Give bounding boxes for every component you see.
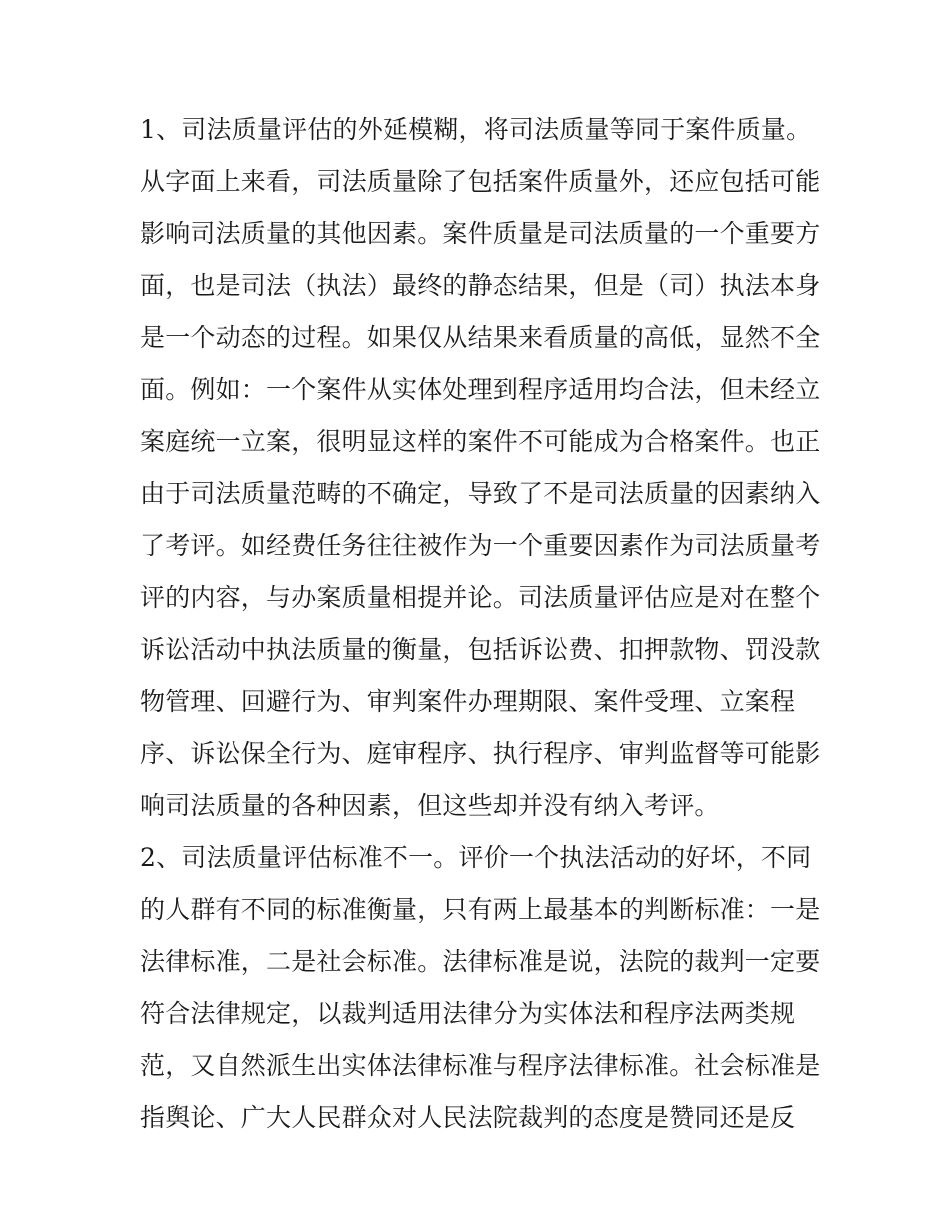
text-line: 的人群有不同的标准衡量，只有两上最基本的判断标准：一是 <box>140 895 821 924</box>
text-line: 从字面上来看，司法质量除了包括案件质量外，还应包括可能 <box>140 167 821 196</box>
text-line: 由于司法质量范畴的不确定，导致了不是司法质量的因素纳入 <box>140 479 821 508</box>
text-line: 1、司法质量评估的外延模糊，将司法质量等同于案件质量。 <box>140 115 812 144</box>
text-line: 案庭统一立案，很明显这样的案件不可能成为合格案件。也正 <box>140 427 821 456</box>
text-line: 面。例如：一个案件从实体处理到程序适用均合法，但未经立 <box>140 375 821 404</box>
text-line: 物管理、回避行为、审判案件办理期限、案件受理、立案程 <box>140 687 796 716</box>
text-line: 范，又自然派生出实体法律标准与程序法律标准。社会标准是 <box>140 1051 821 1080</box>
text-line: 诉讼活动中执法质量的衡量，包括诉讼费、扣押款物、罚没款 <box>140 635 821 664</box>
text-line: 符合法律规定，以裁判适用法律分为实体法和程序法两类规 <box>140 999 796 1028</box>
text-line: 2、司法质量评估标准不一。评价一个执法活动的好坏，不同 <box>140 843 812 872</box>
text-line: 序、诉讼保全行为、庭审程序、执行程序、审判监督等可能影 <box>140 739 821 768</box>
text-line: 了考评。如经费任务往往被作为一个重要因素作为司法质量考 <box>140 531 821 560</box>
text-line: 响司法质量的各种因素，但这些却并没有纳入考评。 <box>140 791 720 820</box>
text-line: 评的内容，与办案质量相提并论。司法质量评估应是对在整个 <box>140 583 821 612</box>
text-line: 法律标准，二是社会标准。法律标准是说，法院的裁判一定要 <box>140 947 821 976</box>
text-line: 指舆论、广大人民群众对人民法院裁判的态度是赞同还是反 <box>140 1103 796 1132</box>
text-line: 是一个动态的过程。如果仅从结果来看质量的高低，显然不全 <box>140 323 821 352</box>
text-line: 影响司法质量的其他因素。案件质量是司法质量的一个重要方 <box>140 219 821 248</box>
text-line: 面，也是司法（执法）最终的静态结果，但是（司）执法本身 <box>140 271 821 300</box>
